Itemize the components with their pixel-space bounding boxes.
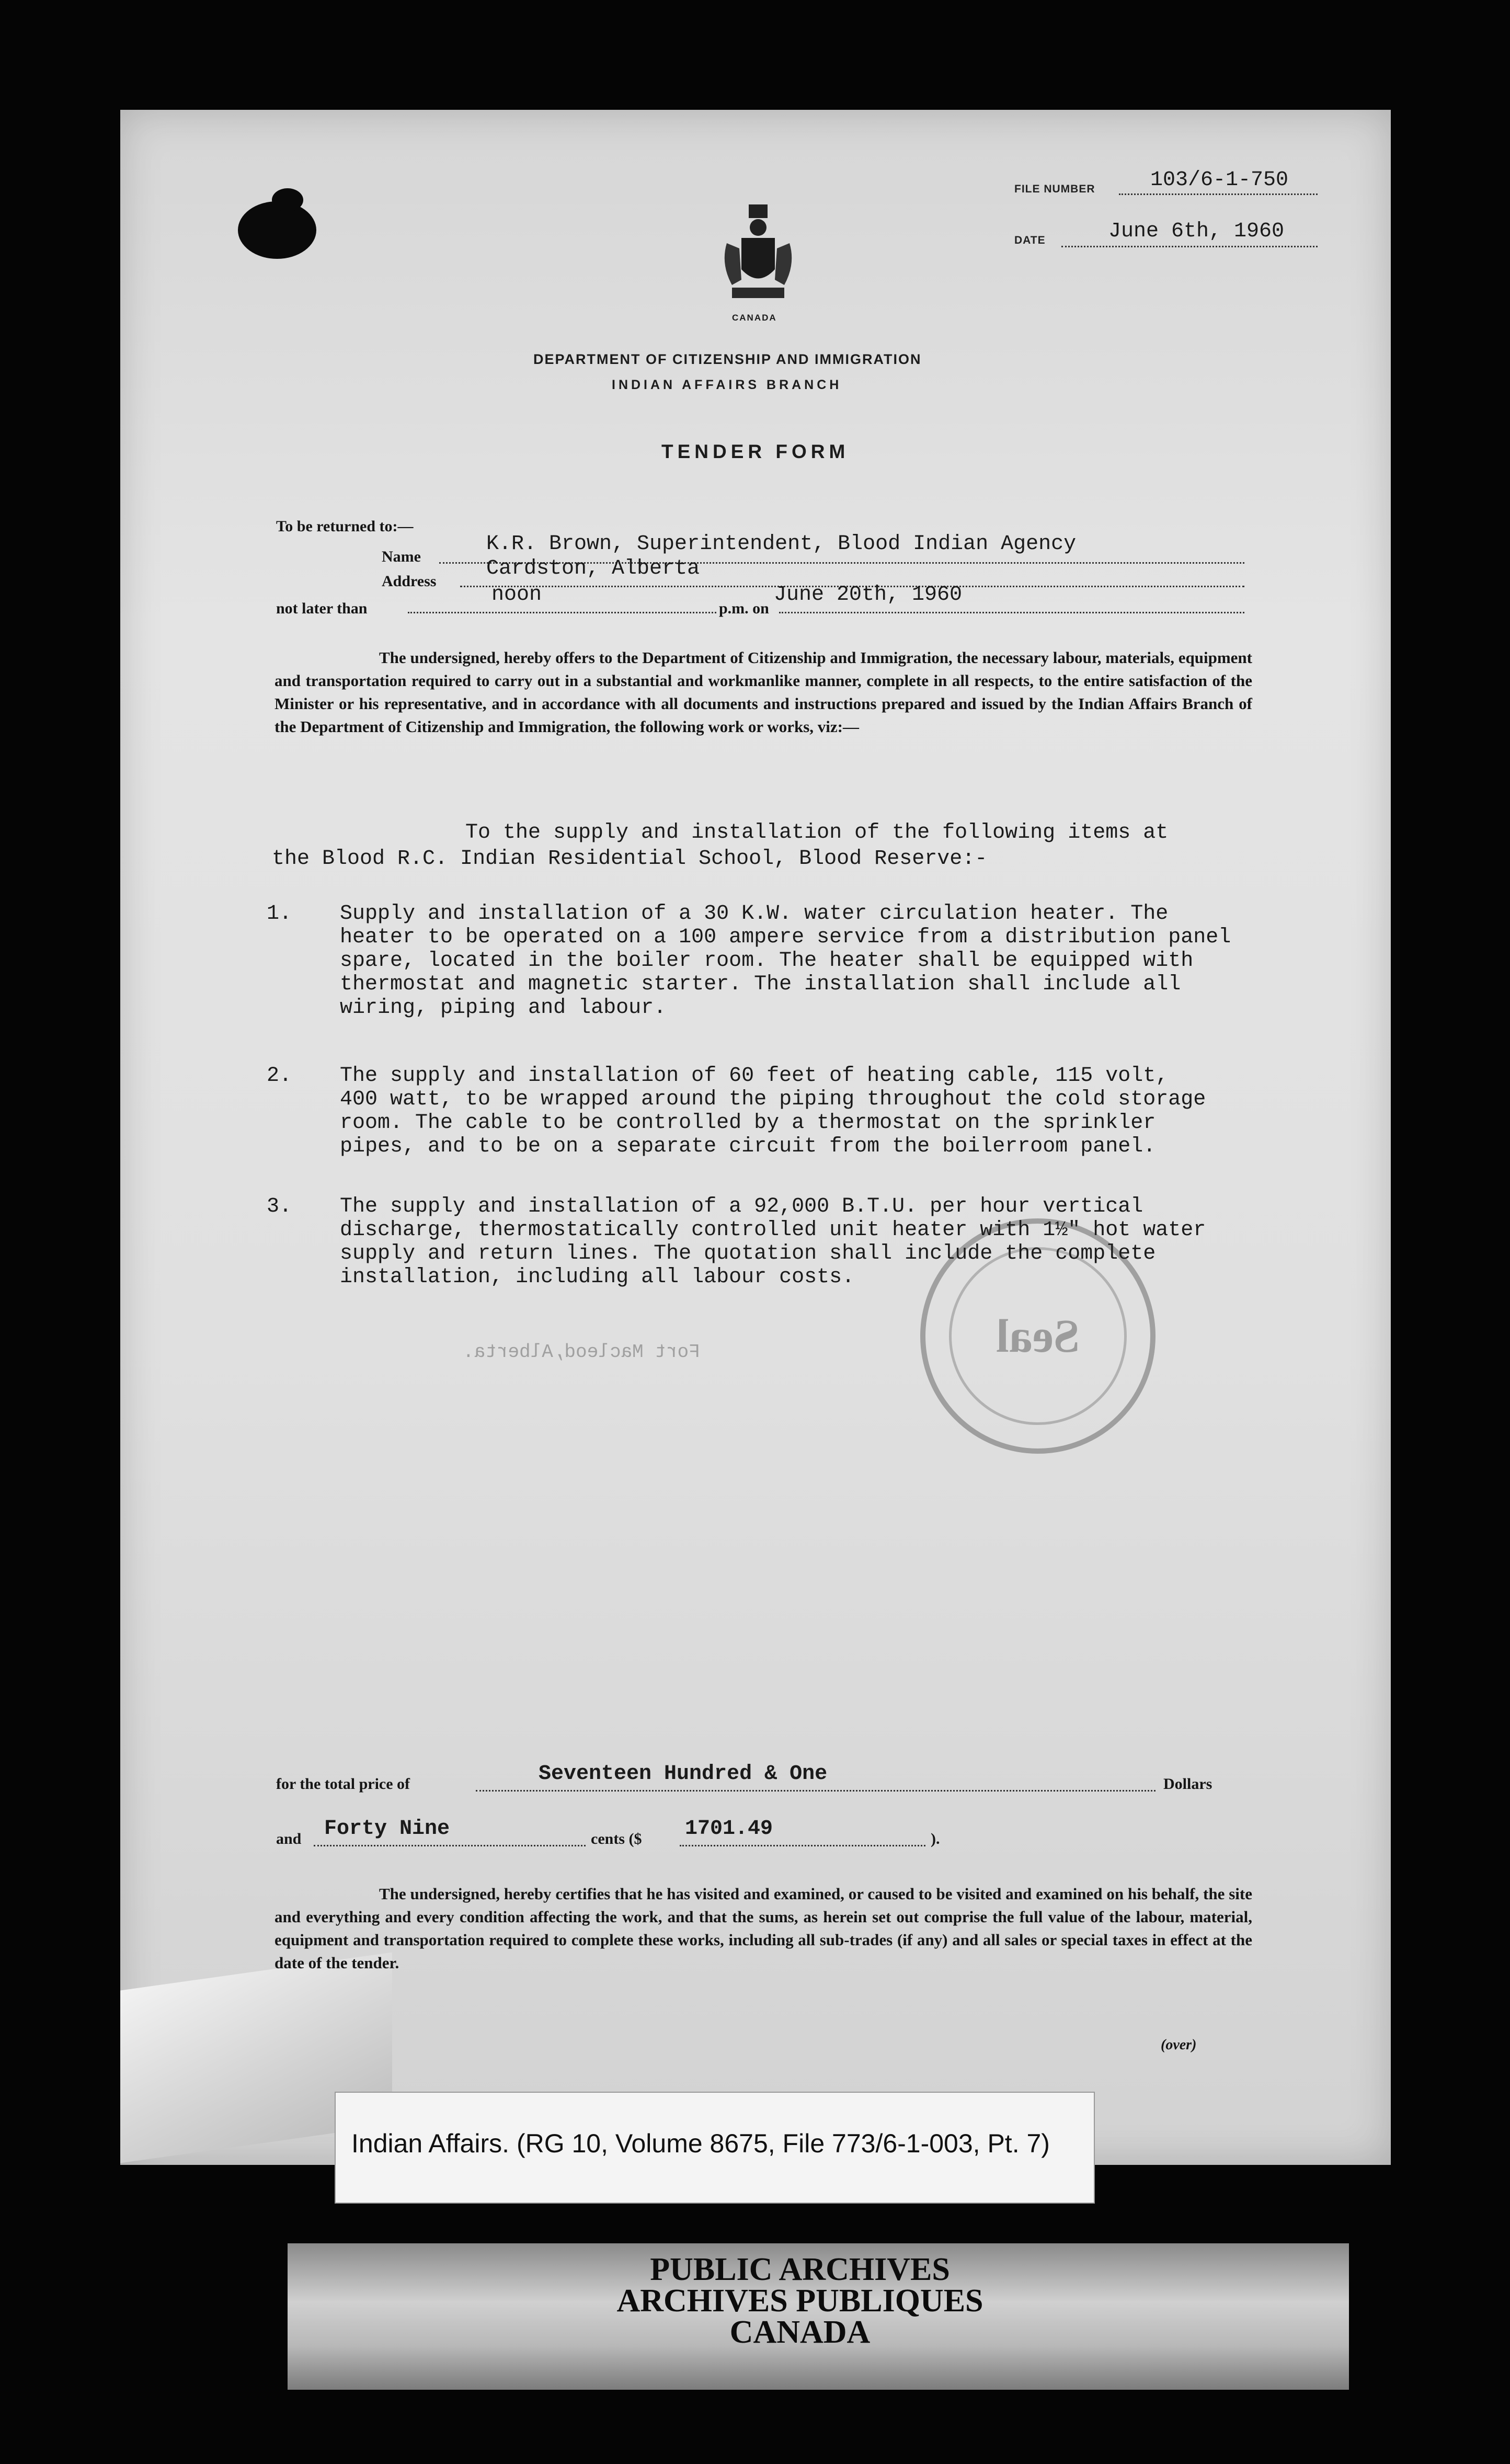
seal-text: Seal bbox=[996, 1310, 1080, 1362]
form-title: TENDER FORM bbox=[661, 441, 850, 462]
address-label: Address bbox=[382, 573, 437, 590]
item-text: The supply and installation of 60 feet of heating cable, 115 volt, 400 watt, to be wrapped around the piping throughout the cold storage room. The cable to be controlled by a thermostat on the sprinkler pipes, and to be on a separate circuit from the boilerroom panel. bbox=[340, 1064, 1206, 1158]
date-label: DATE bbox=[1014, 234, 1046, 246]
deadline-value: June 20th, 1960 bbox=[774, 583, 963, 607]
work-item-1 bbox=[267, 902, 1265, 1020]
cents-label: cents ($ bbox=[591, 1830, 642, 1847]
not-later-label: not later than bbox=[276, 600, 368, 617]
file-number-label: FILE NUMBER bbox=[1014, 183, 1095, 195]
certify-paragraph: The undersigned, hereby certifies that he has visited and examined, or caused to be visited and examined on his behalf, the site and everything and every condition affecting the work, and that the sums, as herein set out comprise the full value of the labour, material, equipment and transportation required to complete these works, including all sub-trades (if any) and all sales or special taxes in effect at the date of the tender. bbox=[274, 1885, 1252, 1972]
branch-name: INDIAN AFFAIRS BRANCH bbox=[612, 378, 842, 392]
work-item-2 bbox=[267, 1064, 1265, 1158]
item-text: The supply and installation of a 92,000 B.T.U. per hour vertical discharge, thermostatically controlled unit heater with 1½" hot water supply and return lines. The quotation shall include the complete installation, including all labour costs. bbox=[340, 1195, 1206, 1289]
work-intro-line1: To the supply and installation of the following items at bbox=[465, 821, 1169, 845]
seal-stamp bbox=[920, 1218, 1156, 1454]
date-value: June 6th, 1960 bbox=[1108, 220, 1285, 243]
over-note: (over) bbox=[1161, 2037, 1197, 2053]
archives-stamp-line: CANADA bbox=[729, 2314, 871, 2350]
offer-paragraph: The undersigned, hereby offers to the Department of Citizenship and Immigration, the necessary labour, materials, equipment and transportation required to carry out in a substantial and workmanlike manner, complete in all respects, to the entire satisfaction of the Minister or his representative, and in accordance with all documents and instructions prepared and issued by the Indian Affairs Branch of the Department of Citizenship and Immigration, the following work or works, viz:— bbox=[274, 648, 1252, 736]
address-value: Cardston, Alberta bbox=[486, 557, 700, 580]
name-label: Name bbox=[382, 548, 421, 565]
total-price-label: for the total price of bbox=[276, 1775, 410, 1793]
amount-close: ). bbox=[931, 1830, 940, 1847]
item-text: Supply and installation of a 30 K.W. water circulation heater. The heater to be operated on a 100 ampere service from a distribution panel spare, located in the boiler room. The heater shall be equipped with thermostat and magnetic starter. The installation shall include all wiring, piping and labour. bbox=[340, 902, 1231, 1020]
coat-of-arms-icon bbox=[716, 201, 800, 306]
and-label: and bbox=[276, 1830, 302, 1847]
time-line bbox=[408, 588, 716, 613]
bleed-through-text: Fort Macleod,Alberta. bbox=[463, 1341, 700, 1363]
department-name: DEPARTMENT OF CITIZENSHIP AND IMMIGRATION bbox=[533, 351, 922, 367]
dollars-label: Dollars bbox=[1163, 1775, 1212, 1793]
total-price-words: Seventeen Hundred & One bbox=[539, 1762, 828, 1786]
archives-stamp-text bbox=[586, 2254, 1014, 2348]
item-number: 2. bbox=[267, 1064, 292, 1088]
ink-stain-small bbox=[272, 188, 303, 212]
work-intro-line2: the Blood R.C. Indian Residential School, Blood Reserve:- bbox=[272, 847, 988, 871]
archives-stamp-line: PUBLIC ARCHIVES bbox=[650, 2252, 950, 2287]
file-number-value: 103/6-1-750 bbox=[1150, 168, 1289, 192]
item-number: 1. bbox=[267, 902, 292, 926]
archives-stamp-line: ARCHIVES PUBLIQUES bbox=[616, 2283, 983, 2319]
return-to-heading: To be returned to:— bbox=[276, 518, 414, 535]
ink-stain bbox=[238, 201, 316, 259]
country-label: CANADA bbox=[732, 313, 777, 323]
time-value: noon bbox=[491, 583, 542, 607]
name-value: K.R. Brown, Superintendent, Blood Indian Agency bbox=[486, 532, 1077, 556]
archive-reference-text: Indian Affairs. (RG 10, Volume 8675, File 773/6-1-003, Pt. 7) bbox=[351, 2129, 1050, 2158]
archive-reference-label bbox=[335, 2092, 1095, 2204]
amount-value: 1701.49 bbox=[685, 1817, 773, 1841]
item-number: 3. bbox=[267, 1195, 292, 1218]
pm-on-label: p.m. on bbox=[719, 600, 769, 617]
cents-words: Forty Nine bbox=[324, 1817, 450, 1841]
